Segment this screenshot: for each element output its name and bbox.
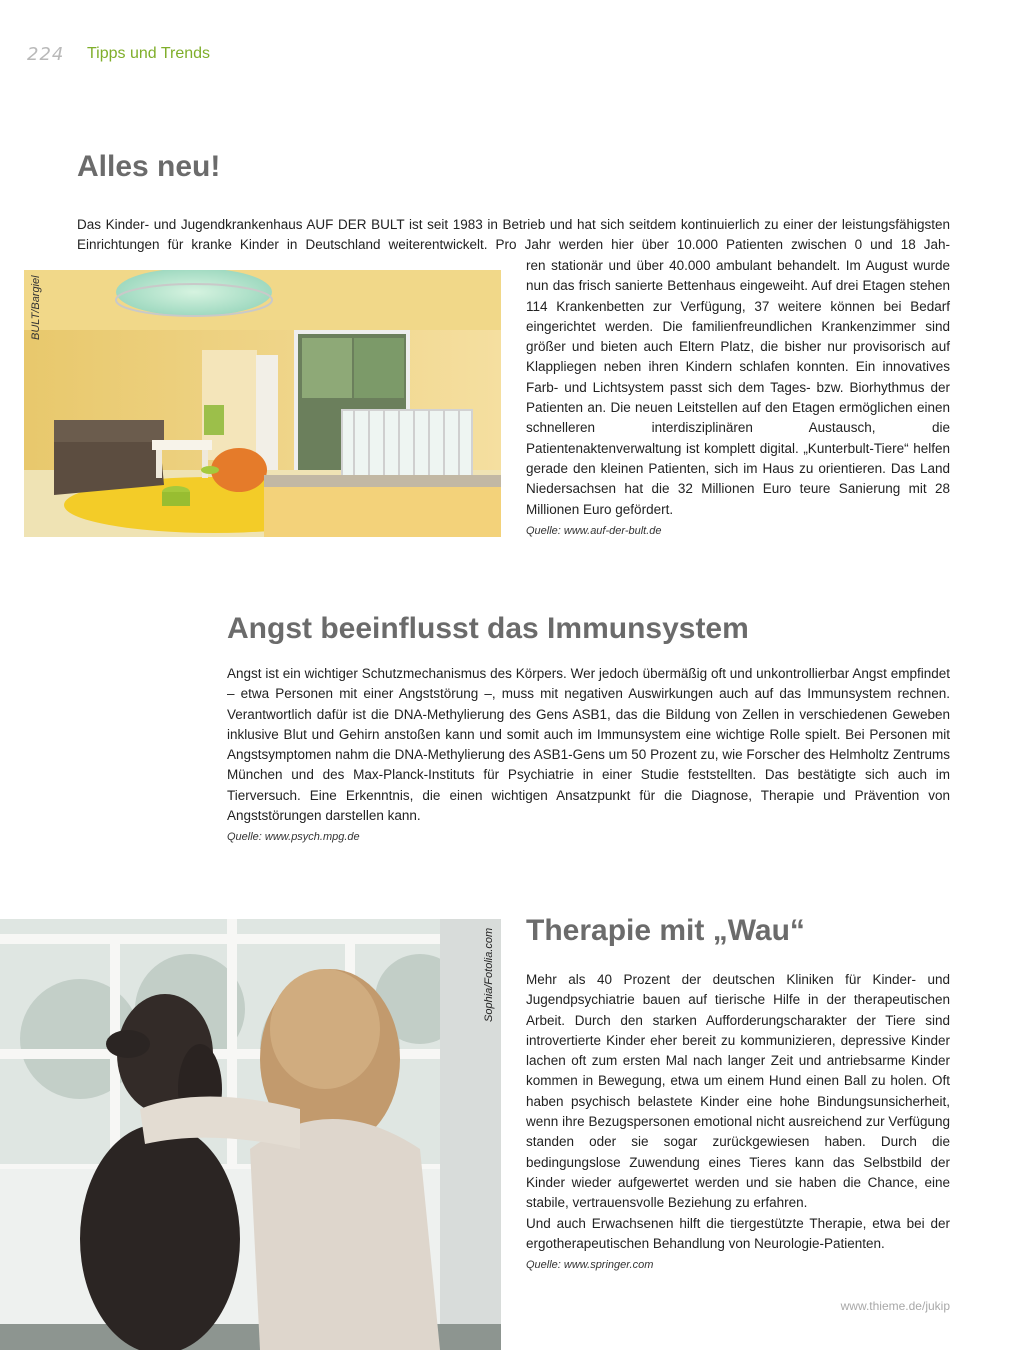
source-springer: Quelle: www.springer.com (526, 1259, 654, 1271)
article-paragraph-hospital: ren stationär und über 40.000 ambulant behandelt. Im August wurde nun das frisch sanierte Bettenhaus eingeweiht. Auf drei Etagen stehen 114 Krankenbetten zur Verfügung, 37 weitere können bei Bedarf eingerichtet werden. Die familienfreundlichen Krankenzimmer sind größer und bieten auch Eltern Platz, die bisher nur provisorisch auf Klappliegen neben ihren Kindern schlafen konnten. Ein innovatives Farb- und Lichtsystem passt sich dem Tages- bzw. Biorhythmus der Patienten an. Die neuen Leitstellen auf den Etagen ermöglichen einen schnelleren interdisziplinären Austausch, die Patientenaktenverwaltung ist komplett digital. „Kunterbult-Tiere“ helfen gerade den kleinen Patienten, sich im Haus zu orientieren. Das Land Niedersachsen hat die 32 Millionen Euro teure Sanierung mit 28 Millionen Euro gefördert. (526, 258, 950, 517)
article-paragraph-therapie: Mehr als 40 Prozent der deutschen Kliniken für Kinder- und Jugendpsychiatrie bauen auf tierische Hilfe in der therapeutischen Arbeit. Durch den starken Aufforderungscharakter der Tiere sind introvertierte Kinder eher bereit zu kommunizieren, depressive Kinder lachen oft zum ersten Mal nach langer Zeit und antriebsarme Kinder kommen in Bewegung, etwa um einem Hund einen Ball zu holen. Oft haben psychisch belastete Kinder eine hohe Bindungsunsicherheit, wenn ihre Bezugspersonen emotional nicht ausreichend zur Verfügung standen oder sie sogar zurückgewiesen haben. Durch die bedingungslose Zuwendung eines Tieres kann das Selbstbild der Kinder wieder aufgewertet werden und sie haben die Chance, eine stabile, vertrauensvolle Beziehung zu erfahren. (526, 972, 950, 1211)
girl-with-dog-photo (0, 919, 501, 1350)
photo-credit-fotolia: Sophia/Fotolia.com (483, 927, 495, 1022)
hospital-room-photo (24, 270, 501, 537)
article-title-therapie: Therapie mit „Wau“ (526, 914, 805, 947)
article-paragraph-angst: Angst ist ein wichtiger Schutzmechanismus des Körpers. Wer jedoch übermäßig oft und unkontrollierbar Angst empfindet – etwa Personen mit einer Angststörung –, muss mit negativen Auswirkungen auch auf das Immunsystem rechnen. Verantwortlich dafür ist die DNA-Methylierung des Gens ASB1, das die Bildung von Zellen in verschiedenen Geweben inklusive Blut und Gehirn anstoßen kann und somit auch im Immunsystem eine wichtige Rolle spielt. Bei Personen mit Angstsymptomen nahm die DNA-Methylierung des ASB1-Gens um 50 Prozent zu, wie Forscher des Helmholtz Zentrums München und des Max-Planck-Instituts für Psychiatrie in einer Studie feststellten. Das bestätigte sich auch im Tierversuch. Eine Erkenntnis, die einen wichtigen Ansatzpunkt für die Diagnose, Therapie und Prävention von Angststörungen darstellen kann. (227, 666, 950, 824)
article-paragraph-erwachsene: Und auch Erwachsenen hilft die tiergestützte Therapie, etwa bei der ergotherapeutischen Behandlung von Neurologie-Patienten. (526, 1215, 950, 1251)
source-psych-mpg: Quelle: www.psych.mpg.de (227, 831, 360, 843)
article-body-therapie (526, 970, 950, 1254)
article-title-angst: Angst beeinflusst das Immunsystem (227, 612, 749, 645)
article-title-alles-neu: Alles neu! (77, 150, 221, 183)
article-paragraph-intro: Das Kinder- und Jugendkrankenhaus AUF DER BULT ist seit 1983 in Betrieb und hat sich seitdem kontinuierlich zu einer der leistungsfähigsten Einrichtungen für kranke Kinder in Deutschland weiterentwickelt. Pro Jahr werden hier über 10.000 Patienten zwischen 0 und 18 Jah- (77, 217, 950, 253)
source-auf-der-bult: Quelle: www.auf-der-bult.de (526, 525, 662, 537)
footer-url: www.thieme.de/jukip (840, 1299, 950, 1313)
section-label: Tipps und Trends (87, 45, 211, 62)
photo-credit-bult: BULT/Bargiel (30, 275, 42, 340)
page-number: 224 (27, 44, 65, 65)
